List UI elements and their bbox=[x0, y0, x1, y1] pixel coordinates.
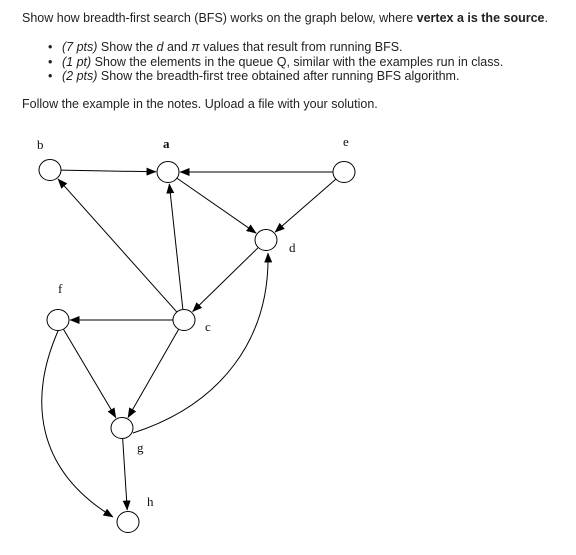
intro-prefix: Show how breadth-first search (BFS) works on the graph below, where bbox=[22, 11, 417, 25]
vertex-label-g: g bbox=[137, 440, 144, 455]
vertex-d bbox=[255, 230, 277, 251]
vertex-a bbox=[157, 162, 179, 183]
task-text: Show the breadth-first tree obtained after running BFS algorithm. bbox=[97, 69, 460, 83]
edge-c-a bbox=[169, 184, 183, 309]
intro-bold: vertex a is the source bbox=[416, 11, 545, 25]
task-text: values that result from running BFS. bbox=[199, 40, 403, 54]
edge-a-d bbox=[177, 178, 256, 233]
edge-c-g bbox=[128, 330, 179, 418]
edge-d-c bbox=[193, 248, 259, 312]
vertex-label-b: b bbox=[37, 137, 44, 152]
task-text: and bbox=[163, 40, 192, 54]
task-text: Show the bbox=[97, 40, 157, 54]
vertex-label-d: d bbox=[289, 240, 296, 255]
edge-b-a bbox=[61, 170, 156, 172]
edge-f-h bbox=[42, 331, 113, 517]
vertex-b bbox=[39, 160, 61, 181]
vertex-e bbox=[333, 162, 355, 183]
task-points: (7 pts) bbox=[62, 40, 98, 54]
edges-layer bbox=[42, 170, 336, 517]
task-points: (2 pts) bbox=[62, 69, 98, 83]
intro-suffix: . bbox=[544, 11, 548, 25]
vertex-label-c: c bbox=[205, 319, 211, 334]
edge-e-d bbox=[275, 179, 336, 232]
vertex-h bbox=[117, 512, 139, 533]
d-symbol: d bbox=[156, 40, 164, 54]
vertex-label-e: e bbox=[343, 134, 349, 149]
vertex-label-a: a bbox=[163, 136, 170, 151]
task-points: (1 pt) bbox=[62, 54, 92, 69]
task-text: Show the elements in the queue Q, similar with the examples run in class. bbox=[91, 54, 504, 69]
pi-symbol: π bbox=[191, 40, 200, 54]
edge-g-d bbox=[133, 253, 268, 433]
edge-f-g bbox=[64, 329, 116, 417]
vertex-g bbox=[111, 418, 133, 439]
follow-instruction: Follow the example in the notes. Upload a file with your solution. bbox=[22, 97, 378, 111]
vertex-label-f: f bbox=[58, 281, 63, 296]
vertex-f bbox=[47, 310, 69, 331]
vertex-label-h: h bbox=[147, 494, 154, 509]
edge-c-b bbox=[58, 179, 177, 312]
vertex-c bbox=[173, 310, 195, 331]
edge-g-h bbox=[123, 439, 128, 510]
nodes-layer bbox=[39, 160, 355, 533]
